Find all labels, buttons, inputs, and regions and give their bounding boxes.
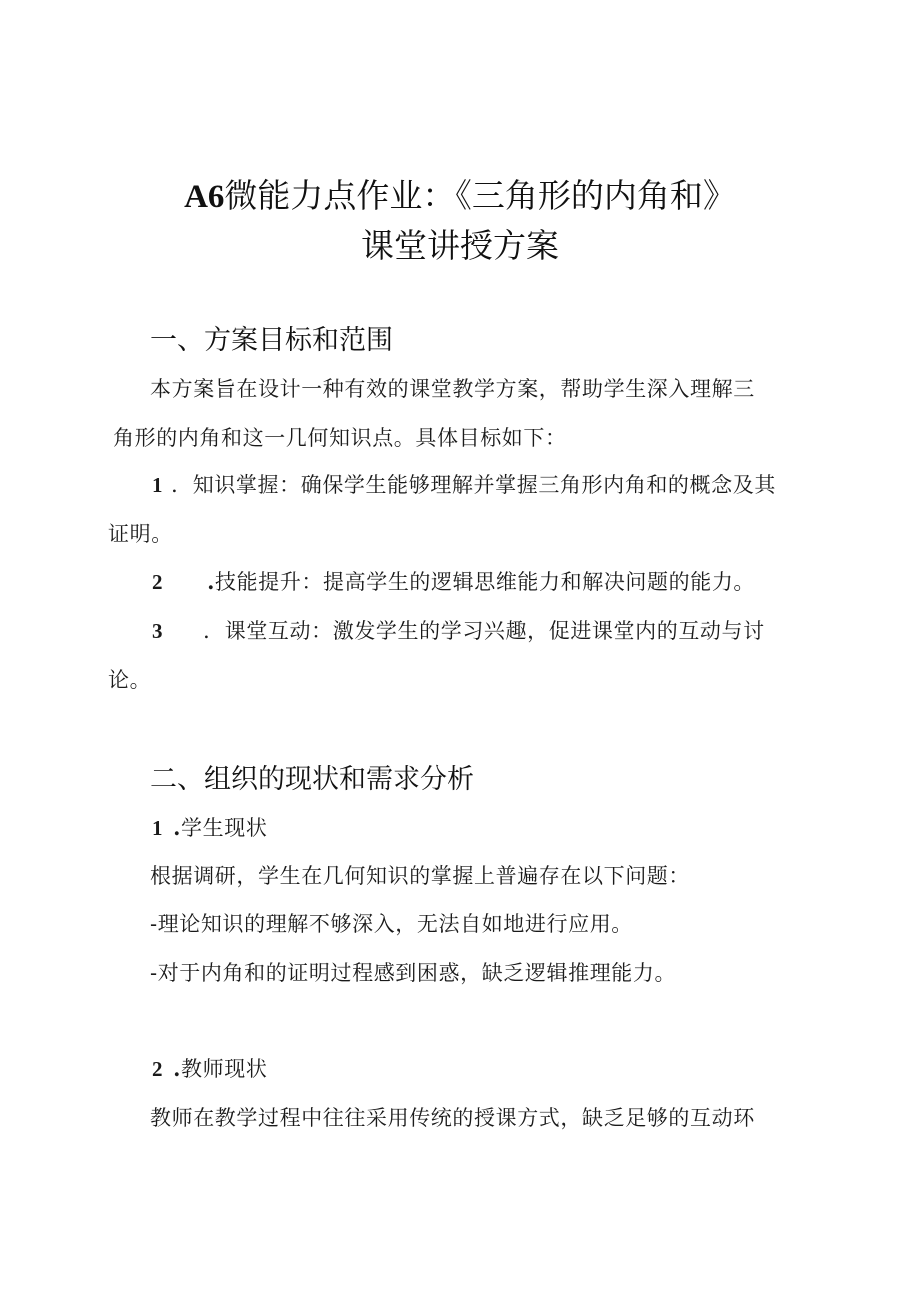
item-number: 2	[152, 570, 164, 594]
section2-sub1-point-1: -理论知识的理解不够深入，无法自如地进行应用。	[150, 912, 633, 936]
section2-sub1-heading	[152, 812, 267, 842]
sub-separator: .	[173, 1056, 182, 1081]
section2-sub2-heading	[152, 1053, 267, 1083]
item-text: 课堂互动：激发学生的学习兴趣，促进课堂内的互动与讨	[224, 619, 765, 643]
section1-intro-line1: 本方案旨在设计一种有效的课堂教学方案，帮助学生深入理解三	[150, 377, 755, 401]
sub-number: 2	[152, 1057, 164, 1081]
title-main: 微能力点作业：《三角形的内角和》	[224, 176, 736, 215]
section2-sub1-text: 根据调研，学生在几何知识的掌握上普遍存在以下问题：	[150, 864, 690, 888]
section1-item-2	[152, 566, 755, 596]
section1-intro-line2: 角形的内角和这一几何知识点。具体目标如下：	[113, 426, 567, 450]
document-title-line1	[0, 170, 920, 217]
item-text: 知识掌握：确保学生能够理解并掌握三角形内角和的概念及其	[192, 473, 776, 497]
item-text: 技能提升：提高学生的逻辑思维能力和解决问题的能力。	[215, 570, 756, 594]
section1-item-3-continued: 论。	[108, 668, 152, 692]
sub-number: 1	[152, 816, 164, 840]
item-number: 1	[152, 473, 164, 497]
sub-separator: .	[173, 815, 182, 840]
sub-label: 教师现状	[181, 1057, 268, 1081]
item-separator: ．	[171, 473, 193, 497]
section1-item-1-continued: 证明。	[108, 522, 173, 546]
item-separator: .	[207, 569, 216, 594]
item-number: 3	[152, 619, 164, 643]
section2-sub2-text: 教师在教学过程中往往采用传统的授课方式，缺乏足够的互动环	[150, 1106, 755, 1130]
document-title-line2: 课堂讲授方案	[361, 226, 559, 265]
sub-label: 学生现状	[181, 816, 268, 840]
section1-heading: 一、方案目标和范围	[150, 325, 393, 356]
section2-sub1-point-2: -对于内角和的证明过程感到困惑，缺乏逻辑推理能力。	[150, 961, 677, 985]
section2-heading: 二、组织的现状和需求分析	[150, 764, 474, 795]
title-prefix: A6	[184, 179, 225, 215]
section1-item-3	[152, 615, 765, 645]
section1-item-1	[152, 469, 776, 499]
item-separator: ．	[203, 619, 225, 643]
